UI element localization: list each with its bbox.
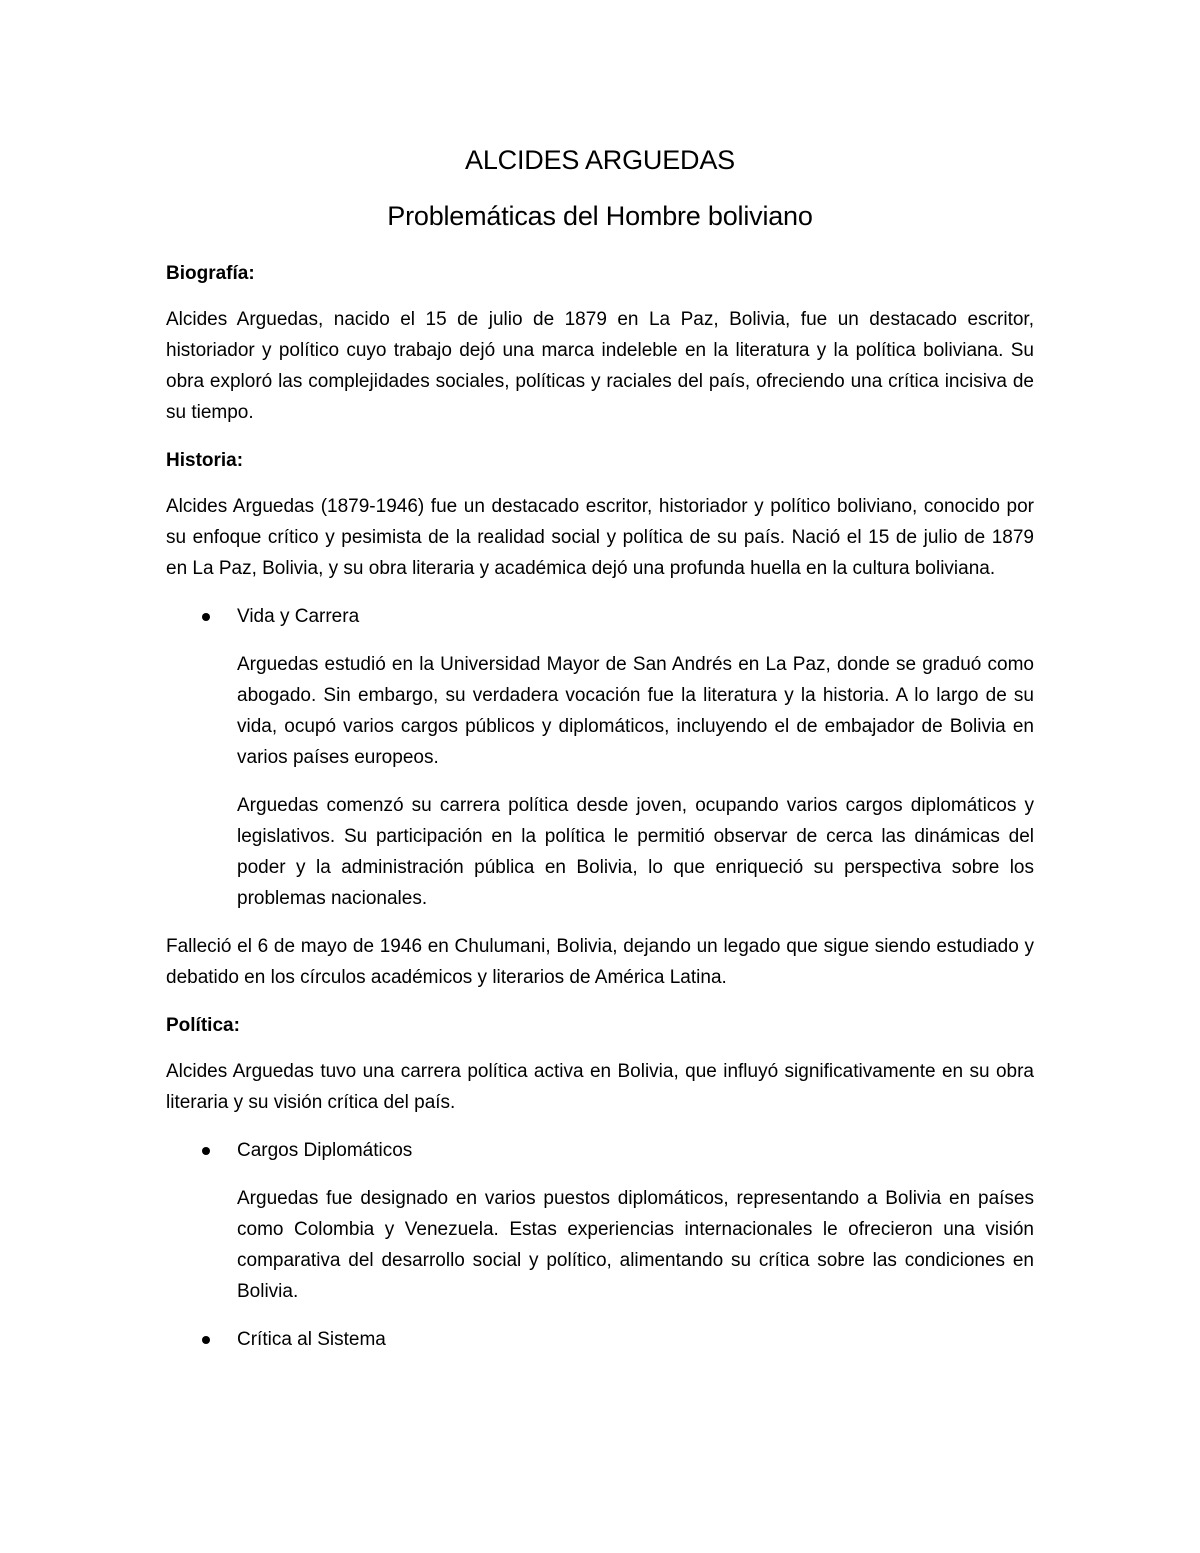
bullet-icon: [202, 613, 210, 621]
section-heading-politica: Política:: [166, 1015, 240, 1036]
vida-carrera-paragraph-1: Arguedas estudió en la Universidad Mayor de San Andrés en La Paz, donde se graduó como abogado. Sin embargo, su verdadera vocación fue la literatura y la historia. A lo largo de su vida, ocupó varios cargos públicos y diplomáticos, incluyendo el de embajador de Bolivia en varios países europeos.: [237, 654, 1034, 768]
document-subtitle: Problemáticas del Hombre boliviano: [387, 201, 813, 231]
historia-closing-paragraph: Falleció el 6 de mayo de 1946 en Chulumani, Bolivia, dejando un legado que sigue siendo estudiado y debatido en los círculos académicos y literarios de América Latina.: [166, 936, 1034, 988]
section-heading-biografia: Biografía:: [166, 263, 255, 284]
bullet-item-cargos-diplomaticos: [166, 1135, 1034, 1166]
biografia-paragraph: Alcides Arguedas, nacido el 15 de julio de 1879 en La Paz, Bolivia, fue un destacado escritor, historiador y político cuyo trabajo dejó una marca indeleble en la literatura y la política boliviana. Su obra exploró las complejidades sociales, políticas y raciales del país, ofreciendo una crítica incisiva de su tiempo.: [166, 309, 1034, 423]
vida-carrera-paragraph-2: Arguedas comenzó su carrera política desde joven, ocupando varios cargos diplomáticos y legislativos. Su participación en la política le permitió observar de cerca las dinámicas del poder y la administración pública en Bolivia, lo que enriqueció su perspectiva sobre los problemas nacionales.: [237, 795, 1034, 909]
bullet-icon: [202, 1336, 210, 1344]
section-heading-historia: Historia:: [166, 450, 244, 471]
document-body: [166, 140, 1034, 1372]
bullet-label: Vida y Carrera: [237, 606, 360, 627]
historia-paragraph: Alcides Arguedas (1879-1946) fue un destacado escritor, historiador y político boliviano, conocido por su enfoque crítico y pesimista de la realidad social y política de su país. Nació el 15 de julio de 1879 en La Paz, Bolivia, y su obra literaria y académica dejó una profunda huella en la cultura boliviana.: [166, 496, 1034, 579]
bullet-item-vida-y-carrera: [166, 601, 1034, 632]
document-title: ALCIDES ARGUEDAS: [465, 145, 735, 175]
bullet-label: Cargos Diplomáticos: [237, 1140, 413, 1161]
politica-paragraph: Alcides Arguedas tuvo una carrera política activa en Bolivia, que influyó significativamente en su obra literaria y su visión crítica del país.: [166, 1061, 1034, 1113]
bullet-label: Crítica al Sistema: [237, 1329, 386, 1350]
bullet-icon: [202, 1147, 210, 1155]
bullet-item-critica-al-sistema: [166, 1324, 1034, 1355]
cargos-diplomaticos-paragraph: Arguedas fue designado en varios puestos diplomáticos, representando a Bolivia en países como Colombia y Venezuela. Estas experiencias internacionales le ofrecieron una visión comparativa del desarrollo social y político, alimentando su crítica sobre las condiciones en Bolivia.: [237, 1188, 1034, 1302]
